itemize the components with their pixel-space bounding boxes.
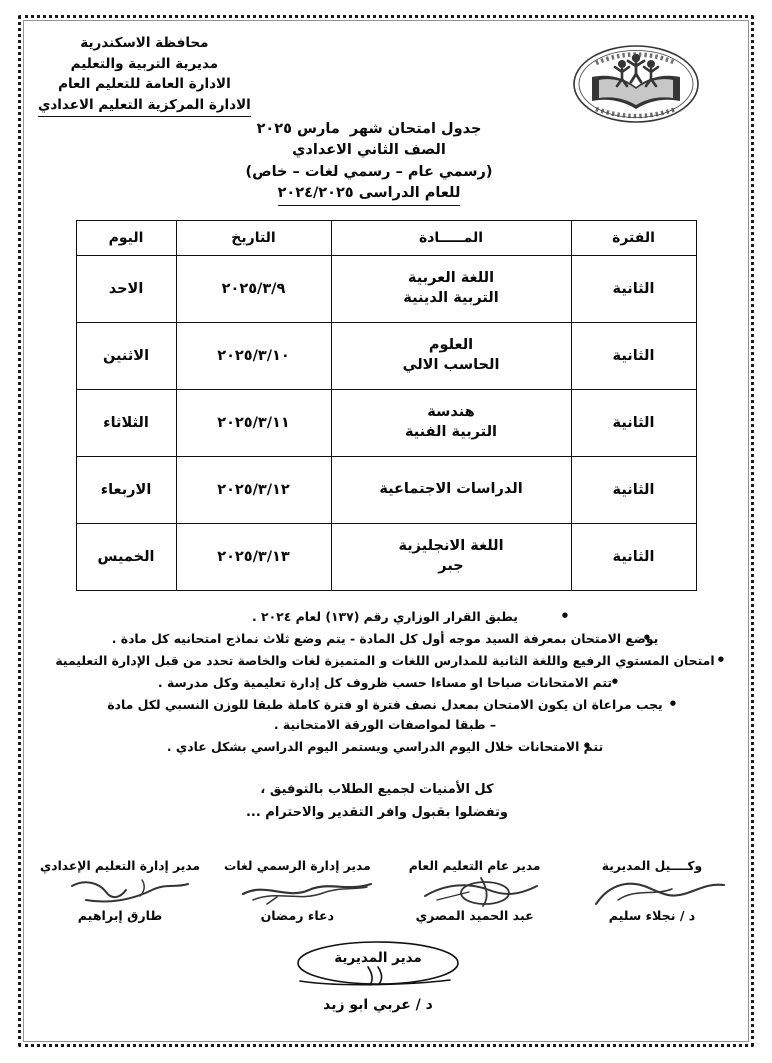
note-item: ● يطبق القرار الوزاري رقم (١٣٧) لعام ٢٠٢٤ . (32, 607, 738, 627)
exam-schedule-table (76, 220, 697, 591)
cell-subject (331, 456, 571, 523)
cell-day: الاربعاء (76, 456, 176, 523)
column-header-day: اليوم (76, 220, 176, 255)
subject-line: هندسة (427, 404, 475, 421)
subject-line: اللغة الانجليزية (398, 538, 504, 555)
note-item: ● امتحان المستوي الرفيع واللغة الثانية للمدارس اللغات و المتميزة لغات والخاصة تحدد من قبل الإدارة التعليمية (32, 651, 738, 671)
note-item: ● تتم الامتحانات خلال اليوم الدراسي ويستمر اليوم الدراسي بشكل عادي . (32, 737, 738, 757)
org-line-general-admin: الادارة العامة للتعليم العام (58, 76, 231, 93)
subject-line: التربية الفنية (404, 423, 498, 440)
table-row (76, 389, 696, 456)
cell-date: ٢٠٢٥/٣/١٣ (176, 523, 331, 590)
title-school-types: (رسمي عام – رسمي لغات – خاص) (245, 163, 493, 180)
signature-block-languages-director (211, 859, 383, 923)
signature-block-general-director (389, 859, 561, 923)
organization-header (28, 25, 251, 117)
director-signature-block (28, 939, 744, 1013)
subject-line: جبر (438, 557, 464, 574)
signature-name: عبد الحميد المصري (415, 907, 534, 923)
note-item (32, 695, 738, 735)
cell-day: الاحد (76, 255, 176, 322)
closing-line-regards: وتفضلوا بقبول وافر التقدير والاحترام ... (245, 805, 509, 821)
cell-period: الثانية (571, 456, 696, 523)
notes-list (28, 607, 744, 758)
title-grade: الصف الثاني الاعدادي (292, 142, 446, 159)
column-header-subject: المـــــادة (331, 220, 571, 255)
signature-scribble-icon (211, 874, 383, 908)
cell-subject (331, 255, 571, 322)
cell-day: الثلاثاء (76, 389, 176, 456)
table-row (76, 255, 696, 322)
signature-block-prep-director (34, 859, 206, 923)
cell-period: الثانية (571, 255, 696, 322)
note-item: ● يوضع الامتحان بمعرفة السيد موجه أول كل المادة - يتم وضع ثلاث نماذج امتحانيه كل مادة . (32, 629, 738, 649)
signature-block-deputy (566, 859, 738, 923)
org-line-directorate: مديرية التربية والتعليم (70, 55, 219, 72)
cell-period: الثانية (571, 322, 696, 389)
document-title-block (28, 119, 744, 206)
document-header (28, 25, 744, 117)
note-item: ● تتم الامتحانات صباحا او مساءا حسب ظروف كل إدارة تعليمية وكل مدرسة . (32, 673, 738, 693)
signature-title: مدير إدارة الرسمي لغات (223, 858, 371, 873)
signature-title: مدير إدارة التعليم الإعدادي (39, 858, 201, 873)
subject-line: التربية الدينية (403, 289, 499, 306)
signature-scribble-icon (566, 874, 738, 908)
cell-subject (331, 322, 571, 389)
closing-block (28, 779, 744, 825)
cell-date: ٢٠٢٥/٣/١٠ (176, 322, 331, 389)
subject-line: العلوم (428, 337, 474, 354)
title-academic-year: للعام الدراسى ٢٠٢٤/٢٠٢٥ (278, 183, 461, 205)
cell-period: الثانية (571, 389, 696, 456)
closing-line-wishes: كل الأمنيات لجميع الطلاب بالتوفيق ، (260, 782, 494, 798)
org-line-central-admin: الادارة المركزية التعليم الاعدادي (38, 95, 251, 118)
cell-day: الاثنين (76, 322, 176, 389)
column-header-date: التاريخ (176, 220, 331, 255)
document-sheet (28, 25, 744, 1037)
table-header-row (76, 220, 696, 255)
table-row (76, 523, 696, 590)
signature-title: وكــــيل المديرية (601, 858, 703, 873)
signature-name: د / نجلاء سليم (608, 907, 696, 923)
signature-row (28, 859, 744, 923)
note-text: يجب مراعاة ان يكون الامتحان بمعدل نصف فترة او فترة كاملة طبقا للوزن النسبي لكل مادة (107, 697, 663, 713)
cell-day: الخميس (76, 523, 176, 590)
cell-subject (331, 389, 571, 456)
org-line-governorate: محافظة الاسكندرية (80, 35, 209, 51)
signature-title: مدير عام التعليم العام (408, 858, 541, 873)
signature-name: دعاء رمضان (260, 907, 335, 923)
cell-date: ٢٠٢٥/٣/١٢ (176, 456, 331, 523)
director-name: د / عربي ابو زيد (323, 996, 433, 1013)
cell-date: ٢٠٢٥/٣/١١ (176, 389, 331, 456)
page-title: جدول امتحان شهر مارس ٢٠٢٥ (256, 121, 482, 137)
director-title: مدير المديرية (334, 949, 422, 966)
signature-name: طارق إبراهيم (77, 907, 163, 923)
subject-line: اللغة العربية (407, 270, 495, 287)
table-row (76, 456, 696, 523)
signature-scribble-icon (34, 874, 206, 908)
cell-date: ٢٠٢٥/٣/٩ (176, 255, 331, 322)
circled-annotation-icon (290, 939, 466, 991)
signature-scribble-icon (389, 874, 561, 908)
table-row (76, 322, 696, 389)
column-header-period: الفترة (571, 220, 696, 255)
subject-line: الدراسات الاجتماعية (379, 481, 523, 498)
note-continuation: – طبقا لمواصفات الورقة الامتحانية . (273, 717, 497, 733)
directorate-emblem-icon (570, 43, 702, 125)
cell-period: الثانية (571, 523, 696, 590)
cell-subject (331, 523, 571, 590)
subject-line: الحاسب الالي (402, 356, 500, 373)
